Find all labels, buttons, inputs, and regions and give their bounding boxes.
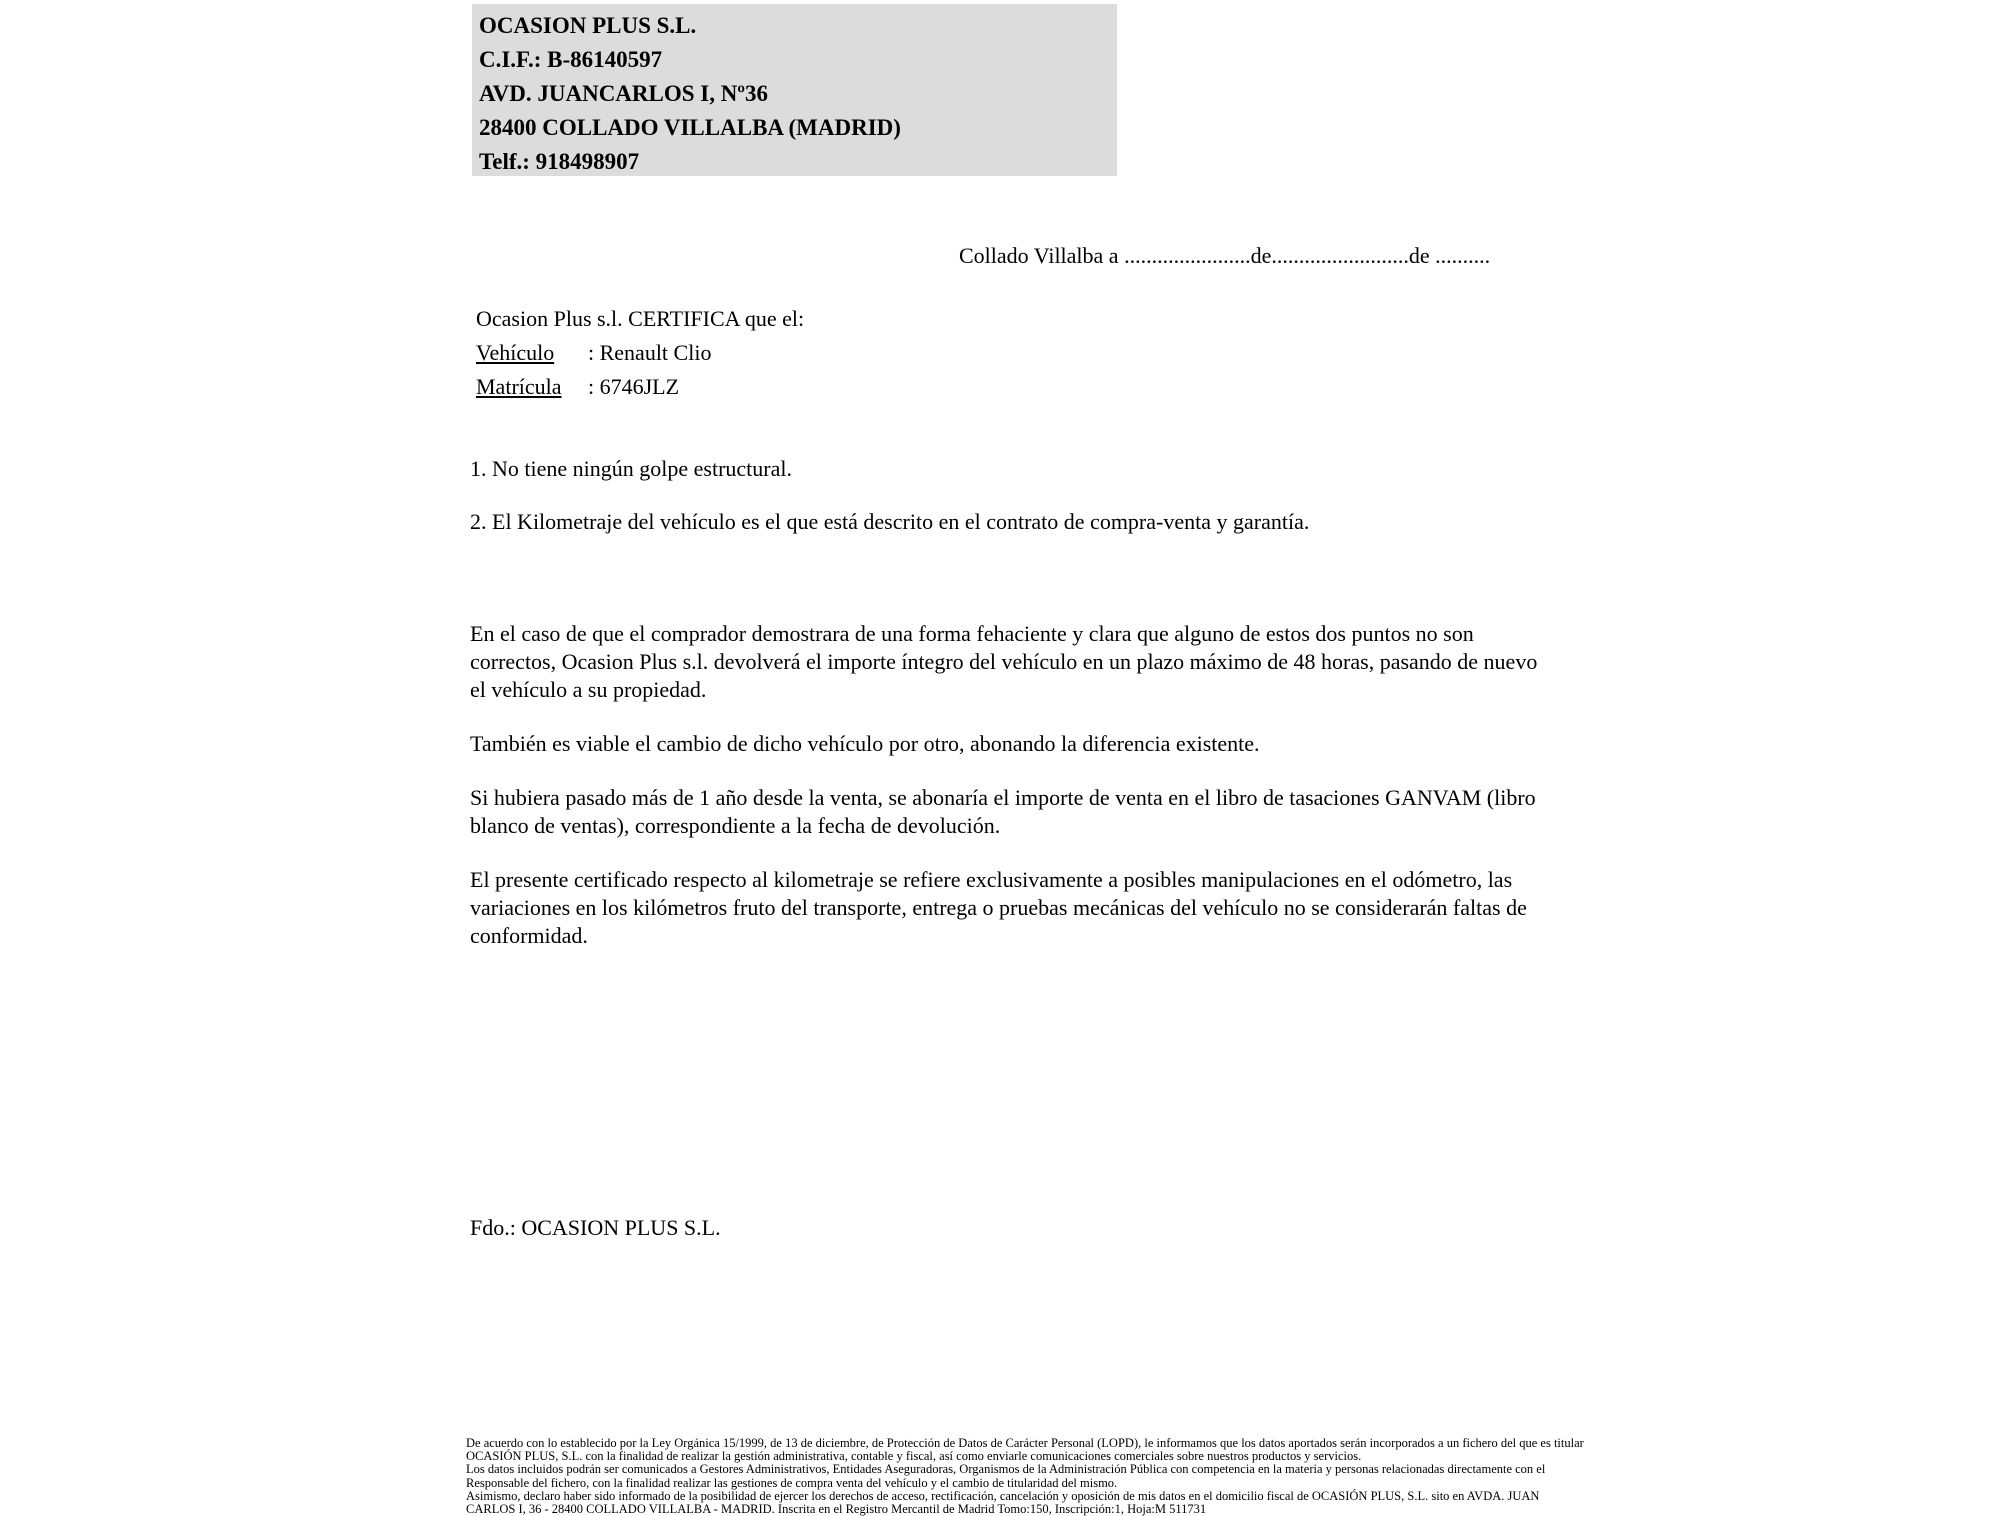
plate-value: : 6746JLZ (588, 374, 680, 399)
legal-footer-line: OCASIÓN PLUS, S.L. con la finalidad de realizar la gestión administrativa, contable y fiscal, así como enviarle comunicaciones comerciales sobre nuestros productos y servicios. (466, 1449, 1362, 1464)
body-paragraph: También es viable el cambio de dicho vehículo por otro, abonando la diferencia existente. (470, 731, 1260, 756)
vehicle-value: : Renault Clio (588, 340, 712, 365)
body-paragraph: Si hubiera pasado más de 1 año desde la venta, se abonaría el importe de venta en el libro de tasaciones GANVAM (libro blanco de ventas), correspondiente a la fecha de devolución. (470, 785, 1536, 838)
legal-footer-line: Los datos incluidos podrán ser comunicados a Gestores Administrativos, Entidades Aseguradoras, Organismos de la Administración Pública con competencia en la materia y personas relacionadas directamente con el (466, 1462, 1546, 1477)
company-header (472, 4, 1117, 176)
plate-label: Matrícula (476, 374, 562, 399)
legal-footer-line: Responsable del fichero, con la finalidad realizar las gestiones de compra venta del vehículo y el cambio de titularidad del mismo. (466, 1475, 1118, 1490)
body-paragraph: El presente certificado respecto al kilometraje se refiere exclusivamente a posibles manipulaciones en el odómetro, las variaciones en los kilómetros fruto del transporte, entrega o pruebas mecánicas del vehículo no se considerarán faltas de conformidad. (470, 867, 1527, 948)
body-paragraph: En el caso de que el comprador demostrara de una forma fehaciente y clara que alguno de estos dos puntos no son correctos, Ocasion Plus s.l. devolverá el importe íntegro del vehículo en un plazo máximo de 48 horas, pasando de nuevo el vehículo a su propiedad. (470, 621, 1538, 702)
plate-row (476, 370, 804, 404)
company-name: OCASION PLUS S.L. (479, 13, 697, 38)
vehicle-row (476, 336, 804, 370)
body-paragraphs (470, 620, 1542, 976)
date-place-line: Collado Villalba a .......................de.........................de .......... (959, 243, 1491, 268)
legal-footer (466, 1436, 1584, 1516)
company-phone: Telf.: 918498907 (479, 149, 640, 174)
certification-block (476, 302, 804, 404)
company-address: AVD. JUANCARLOS I, Nº36 (479, 81, 768, 106)
certified-points-list (470, 455, 1550, 561)
certified-point: 1. No tiene ningún golpe estructural. (470, 456, 792, 481)
certification-intro: Ocasion Plus s.l. CERTIFICA que el: (476, 306, 805, 331)
signature-line: Fdo.: OCASION PLUS S.L. (470, 1215, 721, 1240)
vehicle-label: Vehículo (476, 340, 555, 365)
certified-point: 2. El Kilometraje del vehículo es el que está descrito en el contrato de compra-venta y garantía. (470, 509, 1310, 534)
company-cif: C.I.F.: B-86140597 (479, 47, 663, 72)
legal-footer-line: CARLOS I, 36 - 28400 COLLADO VILLALBA - MADRID. Inscrita en el Registro Mercantil de Madrid Tomo:150, Inscripción:1, Hoja:M 511731 (466, 1502, 1207, 1516)
legal-footer-line: Asimismo, declaro haber sido informado de la posibilidad de ejercer los derechos de acceso, rectificación, cancelación y oposición de mis datos en el domicilio fiscal de OCASIÓN PLUS, S.L. sito en AVDA. JUAN (466, 1488, 1540, 1503)
company-city: 28400 COLLADO VILLALBA (MADRID) (479, 115, 901, 140)
legal-footer-line: De acuerdo con lo establecido por la Ley Orgánica 15/1999, de 13 de diciembre, de Protección de Datos de Carácter Personal (LOPD), le informamos que los datos aportados serán incorporados a un fichero del que es titular (466, 1436, 1584, 1450)
